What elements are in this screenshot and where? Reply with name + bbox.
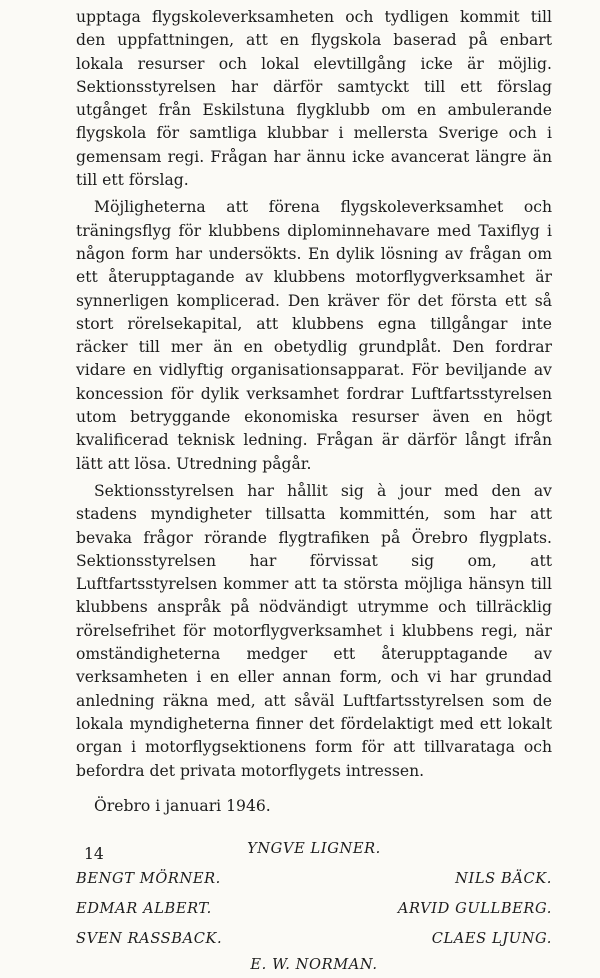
paragraph-2: Möjligheterna att förena flygskoleverksamhet och träningsflyg för klubbens diplominnehavare med Taxiflyg i någon form har undersökts. En dylik lösning av frågan om ett återupptagande av klubbens motorflygverksamhet är synnerligen komplicerad. Den kräver för det första ett så stort rörelsekapital, att klubbens egna tillgångar inte räcker till mer än en obetydlig grundplåt. Den fordrar vidare en vidlyftig organisationsapparat. För beviljande av koncession för dylik verksamhet fordrar Luftfartsstyrelsen utom betryggande ekonomiska resurser även en högt kvalificerad teknisk ledning. Frågan är därför långt ifrån lätt att lösa. Utredning pågår.: [76, 198, 552, 473]
document-page: [76, 6, 552, 978]
signature-row: [76, 896, 552, 922]
signature-right: ARVID GULLBERG.: [397, 899, 552, 917]
signature-left: SVEN RASSBACK.: [76, 929, 223, 947]
page-number: 14: [84, 845, 104, 863]
signature-left: BENGT MÖRNER.: [76, 869, 221, 887]
date-line: Örebro i januari 1946.: [94, 796, 271, 815]
signature-right: CLAES LJUNG.: [431, 929, 552, 947]
signature-block: [76, 836, 552, 978]
signature-row: [76, 926, 552, 952]
signature-top: YNGVE LIGNER.: [247, 839, 381, 857]
paragraph-1: upptaga flygskoleverksamheten och tydligen kommit till den uppfattningen, att en flygskola baserad på enbart lokala resurser och lokal elevtillgång icke är möjlig. Sektionsstyrelsen har därför samtyckt till ett förslag utgånget från Eskilstuna flygklubb om en ambulerande flygskola för samtliga klubbar i mellersta Sverige och i gemensam regi. Frågan har ännu icke avancerat längre än till ett förslag.: [76, 8, 552, 190]
signature-left: EDMAR ALBERT.: [76, 899, 212, 917]
signature-bottom: E. W. NORMAN.: [250, 955, 378, 973]
signature-right: NILS BÄCK.: [455, 869, 552, 887]
paragraph-3: Sektionsstyrelsen har hållit sig à jour med den av stadens myndigheter tillsatta kommittén, som har att bevaka frågor rörande flygtrafiken på Örebro flygplats. Sektionsstyrelsen har förvissat sig om, att Luftfartsstyrelsen kommer att ta största möjliga hänsyn till klubbens anspråk på nödvändigt utrymme och tillräcklig rörelsefrihet för motorflygverksamhet i klubbens regi, när omständigheterna medger ett återupptagande av verksamheten i en eller annan form, och vi har grundad anledning räkna med, att såväl Luftfartsstyrelsen som de lokala myndigheterna finner det fördelaktigt med ett lokalt organ i motorflygsektionens form för att tillvarataga och befordra det privata motorflygets intressen.: [76, 481, 552, 780]
